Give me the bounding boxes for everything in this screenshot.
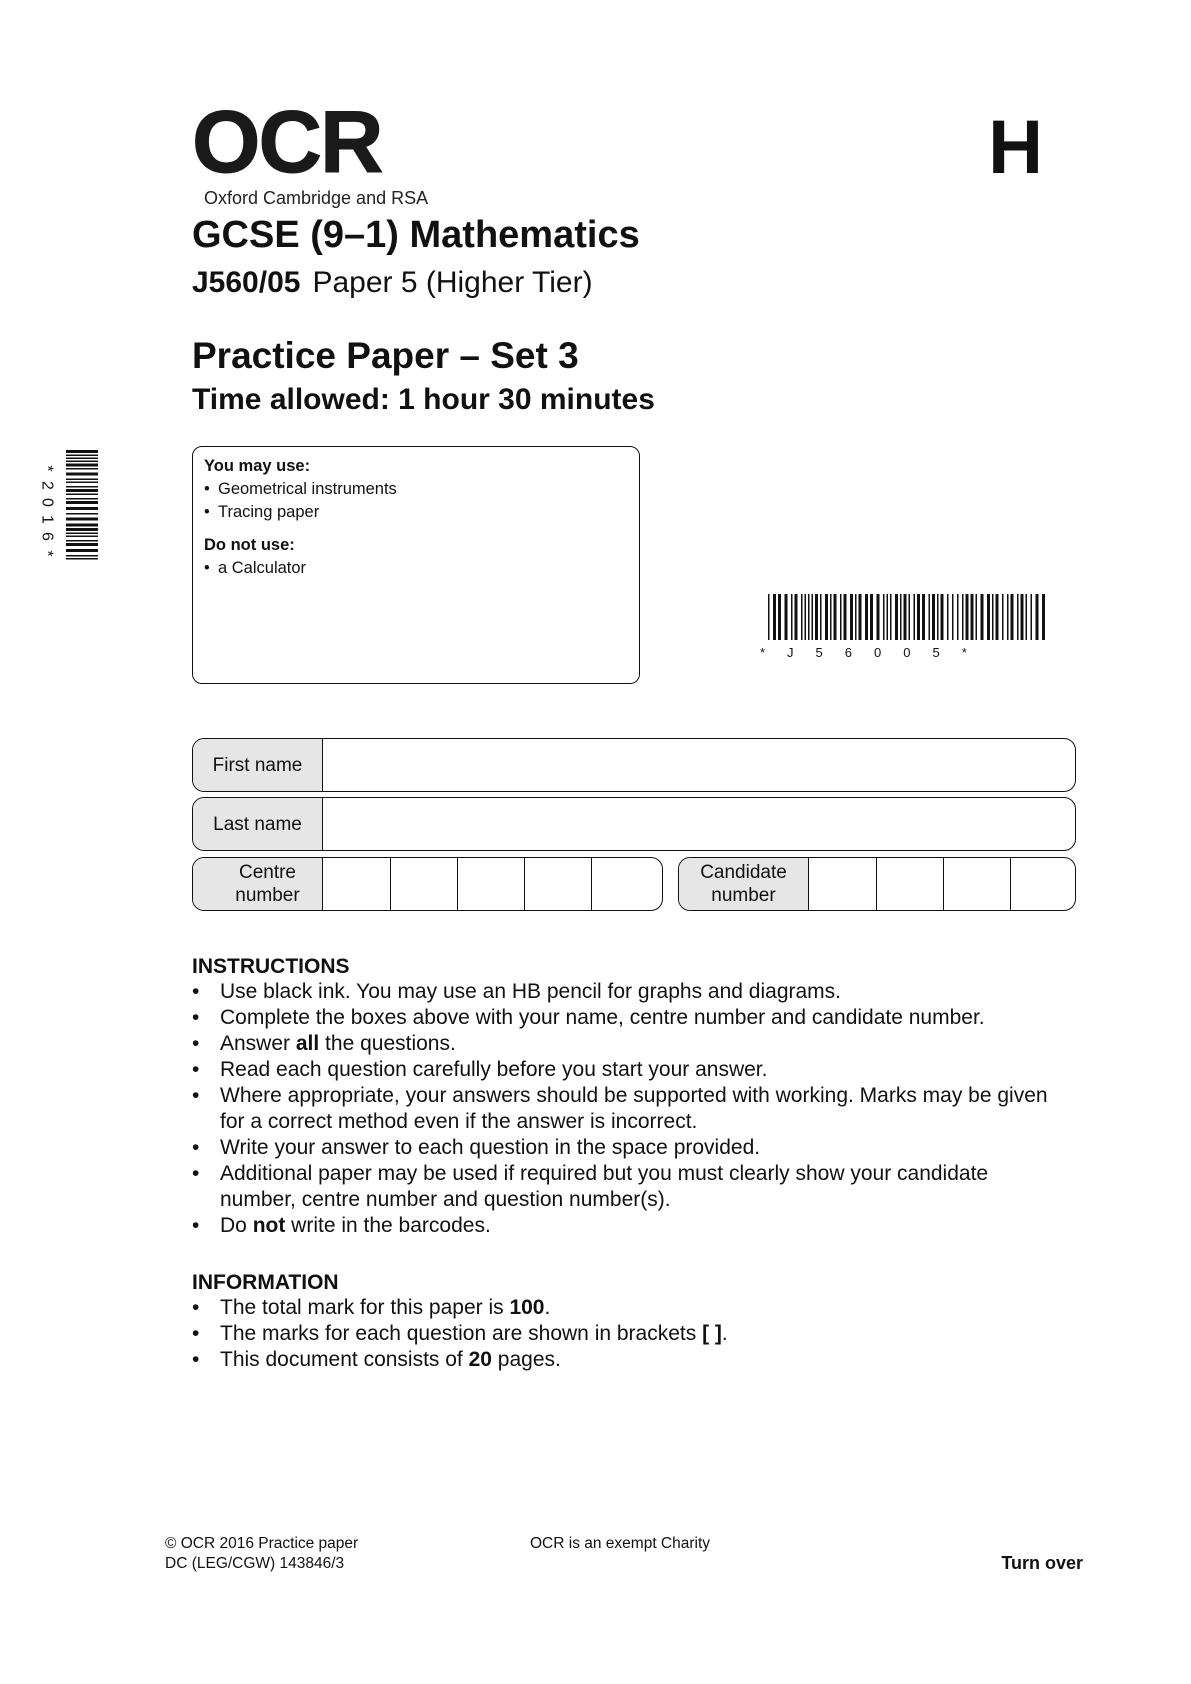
information-heading: INFORMATION — [192, 1271, 339, 1294]
candidate-number-digit[interactable] — [809, 858, 877, 910]
last-name-field[interactable] — [323, 798, 1075, 850]
paper-line — [192, 266, 593, 300]
candidate-number-label: Candidate number — [679, 858, 809, 910]
first-name-field[interactable] — [323, 739, 1075, 791]
candidate-number-digit[interactable] — [944, 858, 1011, 910]
centre-number-digit[interactable] — [323, 858, 391, 910]
vertical-barcode — [66, 450, 98, 562]
turn-over-text: Turn over — [1001, 1553, 1083, 1573]
information-section — [192, 1271, 1052, 1373]
instruction-item: • Use black ink. You may use an HB pencil for graphs and diagrams. — [192, 980, 842, 1003]
do-not-use-heading: Do not use: — [204, 536, 295, 554]
footer-left — [165, 1534, 358, 1574]
instructions-section — [192, 955, 1052, 1239]
charity-text: OCR is an exempt Charity — [530, 1535, 711, 1552]
candidate-number-row — [678, 857, 1076, 911]
information-list — [192, 1295, 1052, 1373]
instructions-list — [192, 979, 1052, 1239]
tier-letter: H — [988, 105, 1043, 190]
practice-title: Practice Paper – Set 3 — [192, 335, 579, 376]
centre-number-digit[interactable] — [592, 858, 662, 910]
logo-subtitle: Oxford Cambridge and RSA — [204, 188, 429, 208]
may-use-heading: You may use: — [204, 457, 311, 475]
reference-text: DC (LEG/CGW) 143846/3 — [165, 1555, 345, 1572]
instruction-item: • Do not write in the barcodes. — [192, 1214, 491, 1237]
last-name-label: Last name — [193, 798, 323, 850]
equipment-box — [192, 446, 640, 684]
ocr-logo — [192, 92, 429, 209]
logo-wordmark: OCR — [192, 92, 382, 191]
instruction-item: • Answer all the questions. — [192, 1032, 456, 1055]
centre-number-digit[interactable] — [391, 858, 458, 910]
instruction-item: • Additional paper may be used if required but you must clearly show your candidate number, centre number and question number(s). — [192, 1162, 989, 1211]
instructions-heading: INSTRUCTIONS — [192, 955, 350, 978]
first-name-label: First name — [193, 739, 323, 791]
instruction-item: • Read each question carefully before you start your answer. — [192, 1058, 768, 1081]
candidate-number-digit[interactable] — [877, 858, 944, 910]
instruction-item: • Write your answer to each question in the space provided. — [192, 1136, 761, 1159]
information-item: • This document consists of 20 pages. — [192, 1348, 561, 1371]
copyright-text: © OCR 2016 Practice paper — [165, 1535, 359, 1552]
paper-name: Paper 5 (Higher Tier) — [312, 266, 593, 299]
centre-number-digit[interactable] — [458, 858, 525, 910]
information-item: • The total mark for this paper is 100. — [192, 1296, 551, 1319]
equipment-item: • Geometrical instruments — [204, 480, 397, 498]
horizontal-barcode — [768, 594, 1046, 640]
last-name-row — [192, 797, 1076, 851]
first-name-row — [192, 738, 1076, 792]
equipment-item: • a Calculator — [204, 559, 307, 577]
may-use-list — [204, 480, 628, 522]
vertical-barcode-text: * 2 0 1 6 * — [38, 465, 56, 557]
information-item: • The marks for each question are shown in brackets [ ]. — [192, 1322, 728, 1345]
horizontal-barcode-text: *J56005* — [760, 645, 989, 660]
time-allowed: Time allowed: 1 hour 30 minutes — [192, 383, 655, 416]
do-not-use-list — [204, 559, 628, 578]
exam-title: GCSE (9–1) Mathematics — [192, 214, 640, 256]
centre-number-digit[interactable] — [525, 858, 592, 910]
centre-number-label: Centre number — [193, 858, 323, 910]
centre-number-row — [192, 857, 663, 911]
paper-code: J560/05 — [192, 266, 301, 299]
instruction-item: • Complete the boxes above with your name, centre number and candidate number. — [192, 1006, 985, 1029]
equipment-item: • Tracing paper — [204, 503, 320, 521]
instruction-item: • Where appropriate, your answers should be supported with working. Marks may be given for a correct method even if the answer is incorrect. — [192, 1084, 1048, 1133]
candidate-number-digit[interactable] — [1011, 858, 1075, 910]
